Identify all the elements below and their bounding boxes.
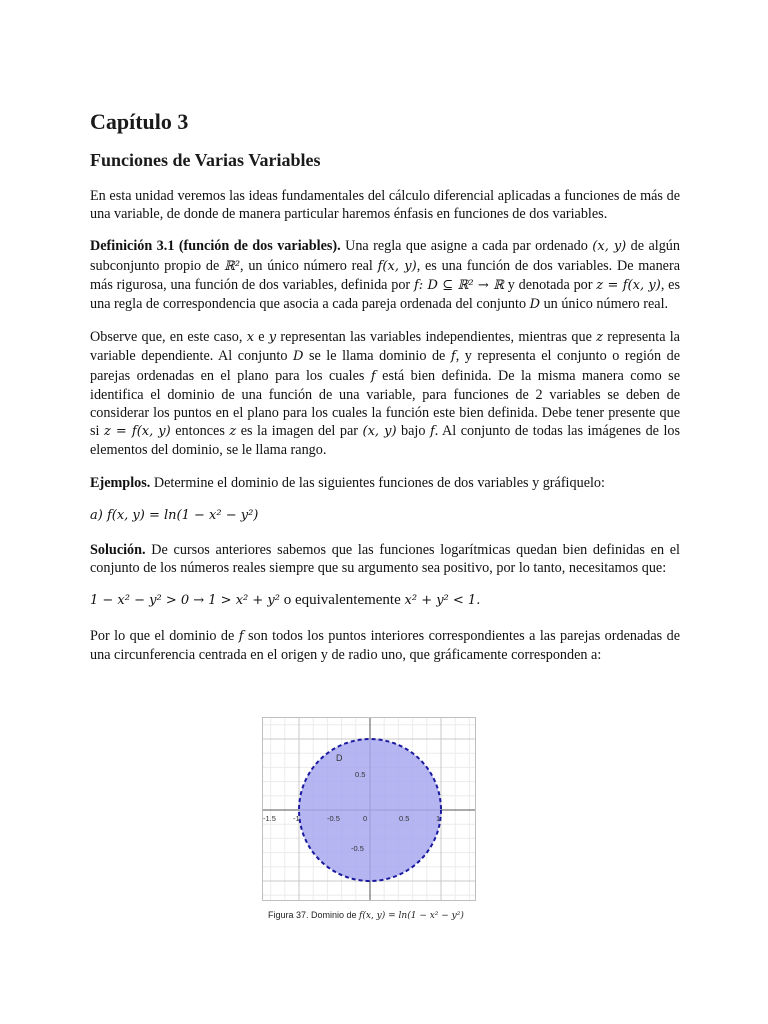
obs-text: e <box>254 329 269 346</box>
figure-caption <box>268 910 478 921</box>
example-a <box>90 506 680 525</box>
solution-paragraph <box>90 541 680 577</box>
math-inline: z <box>229 424 237 440</box>
math-inline: f: D ⊆ ℝ² → ℝ <box>413 277 504 293</box>
intro-paragraph: En esta unidad veremos las ideas fundamentales del cálculo diferencial aplicadas a funciones de más de una variable, de donde de manera particular haremos énfasis en funciones de dos variables. <box>90 188 680 223</box>
caption-text: Figura 37. Dominio de <box>268 910 360 920</box>
obs-text: entonces <box>170 423 230 440</box>
definition-text: , es una regla de correspondencia que asocia a cada pareja ordenada del conjunto <box>90 276 680 313</box>
chapter-title: Capítulo 3 <box>90 109 189 134</box>
domain-text: son todos los puntos interiores correspondientes a las parejas ordenadas de una circunferencia centrada en el origen y de radio uno, que gráficamente corresponden a: <box>90 627 680 663</box>
x-tick-label: -1.5 <box>263 814 276 823</box>
obs-text: representan las variables independientes, mientras que <box>276 329 597 346</box>
inequality-line <box>90 591 680 610</box>
obs-text: Observe que, en este caso, <box>90 329 247 346</box>
math-inline: f(x, y) <box>377 258 417 274</box>
examples-paragraph <box>90 474 680 492</box>
obs-text: , y representa el conjunto o región de parejas ordenadas en el plano para los cuales <box>90 348 681 384</box>
definition-text: un único número real. <box>540 296 669 313</box>
math-inline: f <box>429 424 435 440</box>
solution-title: Solución. <box>90 542 146 559</box>
math-inline: f <box>370 368 376 384</box>
math-inline: y <box>268 330 277 346</box>
definition-text: y denotada por <box>503 276 597 293</box>
obs-text: está bien definida. De la misma manera como se identifica el dominio de una función de una variable, para funciones de 2 variables se deben de considerar los puntos en el plano para los cuales la función este bien definida. Debe tener presente que si <box>90 367 680 440</box>
math-inline: (x, y) <box>362 424 397 440</box>
domain-plot <box>263 718 475 900</box>
x-tick-label: 0 <box>363 814 368 823</box>
obs-text: es la imagen del par <box>236 423 363 440</box>
obs-text: bajo <box>396 423 430 440</box>
math-inline: z = f(x, y) <box>596 277 661 293</box>
solution-text: De cursos anteriores sabemos que las funciones logarítmicas quedan bien definidas en el conjunto de los números reales siempre que su argumento sea positivo, por lo tanto, necesitamos que: <box>90 542 680 577</box>
y-tick-label: 0.5 <box>355 770 366 779</box>
examples-text: Determine el dominio de las siguientes funciones de dos variables y gráfiquelo: <box>150 474 605 491</box>
definition-text: Una regla que asigne a cada par ordenado <box>340 238 593 255</box>
definition-paragraph <box>90 237 680 314</box>
definition-title: Definición 3.1 (función de dos variables). <box>90 238 341 255</box>
obs-text: se le llama dominio de <box>303 348 451 365</box>
x-tick-label: 0.5 <box>399 814 410 823</box>
definition-text: , es una función de dos variables. De manera más rigurosa, una función de dos variables, definida por <box>90 257 680 293</box>
domain-figure <box>262 717 476 901</box>
math-inline: ℝ² <box>224 258 241 274</box>
x-tick-label: 1 <box>436 814 441 823</box>
x-tick-label: -0.5 <box>327 814 340 823</box>
math-inline: D <box>292 349 304 365</box>
math-inline: x² + y² < 1. <box>404 593 481 609</box>
y-tick-label: -0.5 <box>351 844 364 853</box>
domain-paragraph <box>90 627 680 664</box>
math-inline: z = f(x, y) <box>103 424 171 440</box>
math-inline: z <box>596 330 603 346</box>
body-text <box>90 187 680 678</box>
math-inline: f <box>450 349 456 365</box>
obs-text: representa la variable dependiente. Al conjunto <box>90 329 680 365</box>
examples-title: Ejemplos. <box>90 474 151 491</box>
section-title: Funciones de Varias Variables <box>90 150 321 170</box>
caption-formula: f(x, y) = ln(1 − x² − y²) <box>359 911 464 921</box>
math-inline: (x, y) <box>592 239 627 255</box>
math-inline: 1 − x² − y² > 0 → 1 > x² + y² <box>90 593 280 609</box>
definition-text: , un único número real <box>240 257 378 274</box>
math-inline: x <box>246 330 255 346</box>
unit-disk-region <box>299 739 441 881</box>
math-inline: D <box>529 297 541 313</box>
obs-text: . Al conjunto de todas las imágenes de los elementos del dominio, se le llama rango. <box>90 423 681 459</box>
domain-text: Por lo que el dominio de <box>90 627 239 644</box>
definition-text: de algún subconjunto propio de <box>90 238 680 274</box>
x-tick-label: -1 <box>293 814 300 823</box>
observation-paragraph <box>90 328 680 459</box>
region-label: D <box>336 753 343 763</box>
example-a-formula: a) f(x, y) = ln(1 − x² − y²) <box>90 507 259 523</box>
math-inline: f <box>238 628 244 644</box>
inequality-text: o equivalentemente <box>279 592 405 609</box>
